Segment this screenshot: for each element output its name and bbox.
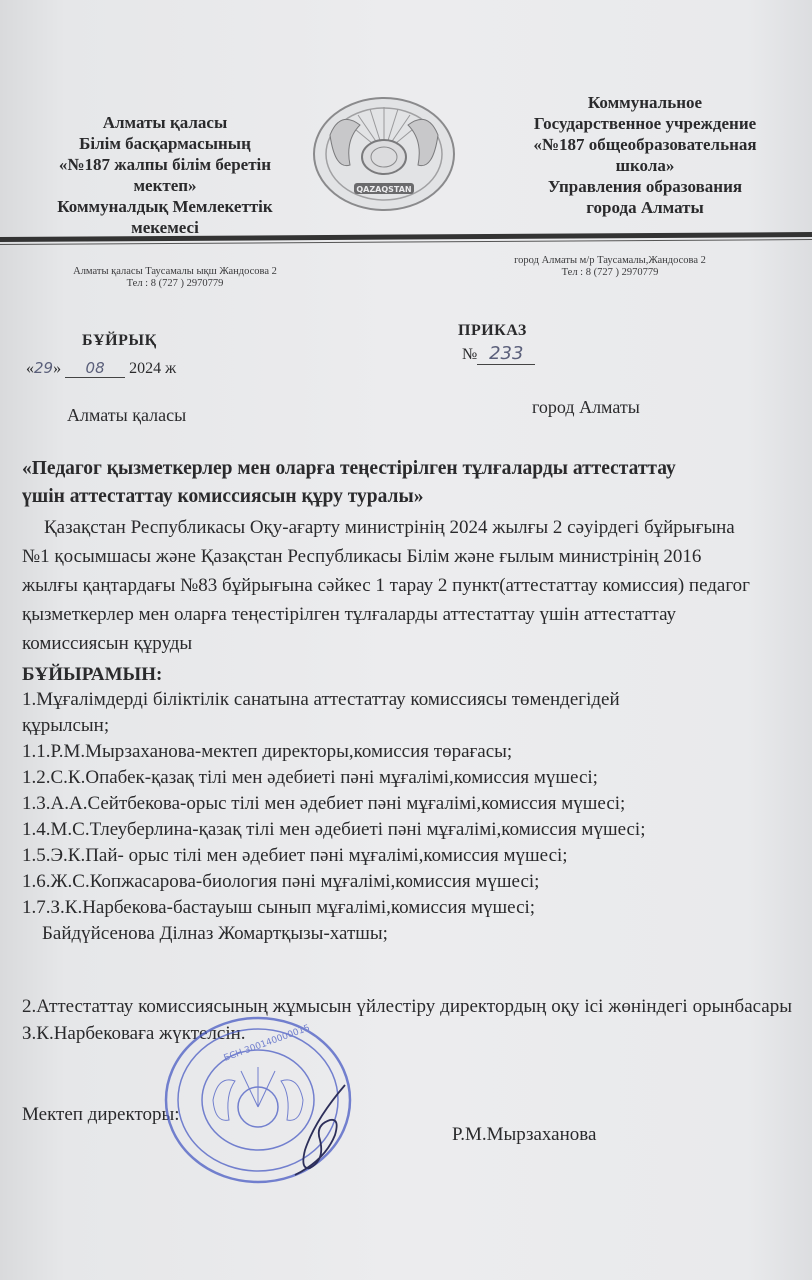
city-ru: город Алматы bbox=[532, 397, 640, 417]
org-kz-line: Коммуналдық Мемлекеттік bbox=[57, 197, 273, 216]
address-line: Алматы қаласы Таусамалы ықш Жандосова 2 bbox=[73, 266, 277, 277]
order-items bbox=[22, 687, 792, 947]
number-sign: № bbox=[462, 346, 478, 363]
date-month: 08 bbox=[65, 359, 125, 378]
org-kz-line: Білім басқармасының bbox=[79, 134, 251, 153]
title-line: үшін аттестаттау комиссиясын құру туралы» bbox=[22, 486, 424, 507]
item-2: 2.Аттестаттау комиссиясының жұмысын үйлестіру директордың оқу ісі жөніндегі орынбасары З.К.Нарбековаға жүктелсін. bbox=[22, 996, 792, 1044]
org-ru-line: Управления образования bbox=[547, 177, 743, 196]
org-ru-line: школа» bbox=[615, 156, 675, 175]
title-line: «Педагог қызметкерлер мен оларға теңестірілген тұлғаларды аттестаттау bbox=[22, 458, 676, 479]
date-day: 29 bbox=[34, 359, 54, 377]
city-kz: Алматы қаласы bbox=[67, 405, 187, 425]
secretary-item: Байдүйсенова Ділназ Жомартқызы-хатшы; bbox=[42, 923, 388, 944]
item-1: 1.Мұғалімдерді біліктілік санатына аттестаттау комиссиясы төмендегідей bbox=[22, 689, 620, 710]
member-item: 1.6.Ж.С.Копжасарова-биология пәні мұғалімі,комиссия мүшесі; bbox=[22, 871, 540, 892]
member-item: 1.2.С.К.Опабек-қазақ тілі мен әдебиеті пәні мұғалімі,комиссия мүшесі; bbox=[22, 767, 598, 788]
header-org-kz bbox=[40, 112, 290, 238]
member-item: 1.7.З.К.Нарбекова-бастауыш сынып мұғалімі,комиссия мүшесі; bbox=[22, 897, 536, 918]
address-line: город Алматы м/р Таусамалы,Жандосова 2 bbox=[514, 255, 706, 266]
date-year: 2024 ж bbox=[129, 360, 177, 377]
order-number-value: 233 bbox=[477, 343, 535, 365]
intro-paragraph: Қазақстан Республикасы Оқу-ағарту министрінің 2024 жылғы 2 сәуірдегі бұйрығына №1 қосымшасы және Қазақстан Республикасы Білім және ғылым министрінің 2016 жылғы қаңтардағы №83 бұйрығына сәйкес 1 тарау 2 пункт(аттестаттау комиссия) педагог қызметкерлер мен оларға теңестірілген тұлғаларды аттестаттау үшін аттестаттау комиссиясын құруды bbox=[22, 517, 750, 654]
director-signature-icon bbox=[275, 1080, 355, 1180]
member-item: 1.4.М.С.Тлеуберлина-қазақ тілі мен әдебиеті пәні мұғалімі,комиссия мүшесі; bbox=[22, 819, 646, 840]
org-kz-line: Алматы қаласы bbox=[102, 113, 228, 132]
director-name: Р.М.Мырзаханова bbox=[452, 1124, 597, 1145]
org-kz-line: мектеп» bbox=[133, 176, 197, 195]
address-kz bbox=[40, 266, 310, 290]
quote-close: » bbox=[53, 360, 62, 377]
svg-text:БСН 300140000015: БСН 300140000015 bbox=[222, 1023, 312, 1064]
document-title bbox=[22, 455, 792, 511]
org-kz-line: мекемесі bbox=[131, 218, 199, 237]
org-ru-line: «№187 общеобразовательная bbox=[533, 135, 757, 154]
member-item: 1.3.А.А.Сейтбекова-орыс тілі мен әдебиет пәні мұғалімі,комиссия мүшесі; bbox=[22, 793, 626, 814]
org-kz-line: «№187 жалпы білім беретін bbox=[58, 155, 272, 174]
phone-line: Тел : 8 (727 ) 2970779 bbox=[561, 267, 659, 278]
member-item: 1.5.Э.К.Пай- орыс тілі мен әдебиет пәні мұғалімі,комиссия мүшесі; bbox=[22, 845, 568, 866]
phone-line: Тел : 8 (727 ) 2970779 bbox=[126, 278, 224, 289]
order-title-kz: БҰЙРЫҚ bbox=[82, 332, 157, 349]
item-1-cont: құрылсын; bbox=[22, 715, 110, 736]
member-item: 1.1.Р.М.Мырзаханова-мектеп директоры,комиссия төрағасы; bbox=[22, 741, 513, 762]
order-date bbox=[26, 359, 176, 378]
header-org-ru bbox=[500, 92, 790, 218]
signature-label: Мектеп директоры: bbox=[22, 1104, 180, 1125]
order-title-ru: ПРИКАЗ bbox=[458, 322, 527, 339]
address-ru bbox=[480, 255, 740, 279]
org-ru-line: города Алматы bbox=[586, 198, 704, 217]
org-ru-line: Государственное учреждение bbox=[533, 114, 757, 133]
org-ru-line: Коммунальное bbox=[587, 93, 703, 112]
order-directive: БҰЙЫРАМЫН: bbox=[22, 664, 163, 685]
quote-open: « bbox=[26, 360, 34, 377]
order-number bbox=[462, 343, 535, 365]
svg-text:QAZAQSTAN: QAZAQSTAN bbox=[356, 185, 412, 194]
kazakhstan-emblem-icon bbox=[310, 95, 458, 213]
